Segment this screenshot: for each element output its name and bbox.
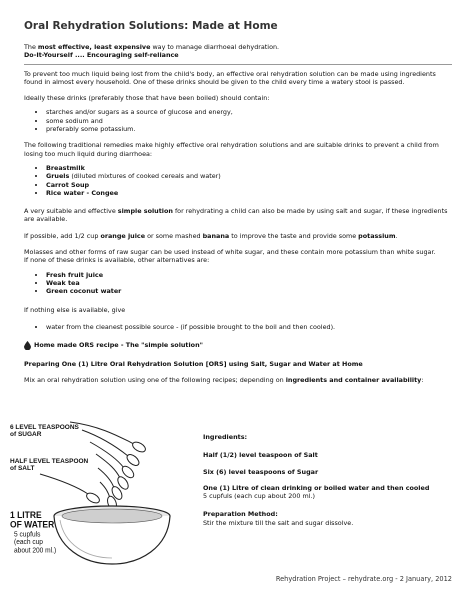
text-bold: banana <box>202 231 230 240</box>
remedy-detail: - Congee <box>84 188 119 197</box>
ors-heading-text: Home made ORS recipe - The "simple solution" <box>34 341 203 350</box>
text-bold: orange juice <box>100 231 146 240</box>
salt-label <box>10 458 88 473</box>
page-title: Oral Rehydration Solutions: Made at Home <box>24 20 278 32</box>
ors-illustration <box>0 408 175 568</box>
ingredient-water-note: 5 cupfuls (each cup about 200 ml.) <box>203 492 315 501</box>
remedy-name: Rice water <box>46 188 85 197</box>
paragraph-remedies: The following traditional remedies make highly effective oral rehydration solutions and are suitable drinks to prevent a child from losing too much liquid during diarrhoea: <box>24 141 439 158</box>
intro-pre: The <box>24 43 38 51</box>
list-item: • water from the cleanest possible source - (if possible brought to the boil and then cooled). <box>46 323 452 331</box>
intro-bold: most effective, least expensive <box>37 43 151 51</box>
prep-heading: Preparing One (1) Litre Oral Rehydration Solution [ORS] using Salt, Sugar and Water at Home <box>24 360 363 369</box>
paragraph-ideally: Ideally these drinks (preferably those that have been boiled) should contain: <box>24 94 270 103</box>
text-bold: simple solution <box>117 207 173 216</box>
salt-spoon <box>40 474 101 505</box>
list-item: • preferably some potassium. <box>46 125 452 133</box>
remedies-list <box>24 164 452 197</box>
text-span: A very suitable and effective <box>24 207 118 216</box>
label-line: 6 LEVEL TEASPOONS <box>10 423 79 431</box>
ingredient-sugar: Six (6) level teaspoons of Sugar <box>203 467 319 476</box>
label-line: 1 LITRE <box>10 509 42 520</box>
method-text: Stir the mixture till the salt and sugar dissolve. <box>203 518 354 527</box>
text-span: . <box>395 231 398 240</box>
list-item <box>46 172 452 180</box>
text-bold: ingredients and container availability <box>285 376 422 385</box>
text-span: to improve the taste and provide some <box>229 231 359 240</box>
remedy-name: Breastmilk <box>46 163 85 172</box>
page-footer: Rehydration Project – rehydrate.org - 2 January, 2012 <box>275 575 452 583</box>
ingredients-heading: Ingredients: <box>203 433 248 441</box>
text-span: : <box>421 376 424 385</box>
list-item: • starches and/or sugars as a source of glucose and energy, <box>46 108 452 116</box>
alternatives-list <box>24 271 452 296</box>
list-item <box>46 271 452 279</box>
paragraph-orange-juice <box>24 232 452 240</box>
cups-label <box>14 531 56 554</box>
list-item <box>46 189 452 197</box>
litre-label <box>10 511 54 530</box>
label-line: about 200 ml.) <box>14 546 57 555</box>
paragraph-simple-solution <box>24 207 452 224</box>
water-list <box>24 323 452 331</box>
water-drop-icon <box>24 341 31 350</box>
intro-post: way to manage diarrhoeal dehydration. <box>150 43 280 51</box>
remedy-name: Carrot Soup <box>46 180 90 189</box>
list-item <box>46 287 452 295</box>
list-item <box>46 164 452 172</box>
sugar-label <box>10 424 79 439</box>
intro-line <box>24 43 452 51</box>
paragraph-molasses: Molasses and other forms of raw sugar can be used instead of white sugar, and these contain more potassium than white sugar. <box>24 248 436 257</box>
label-line: of SUGAR <box>10 431 42 439</box>
remedy-name: Gruels <box>46 172 70 181</box>
text-bold: potassium <box>358 231 396 240</box>
alternative-name: Weak tea <box>46 278 80 287</box>
ingredient-salt: Half (1/2) level teaspoon of Salt <box>203 451 318 460</box>
bowl <box>54 506 170 564</box>
recipe-section <box>0 408 428 568</box>
recipe-instructions <box>203 433 433 527</box>
text-span: or some mashed <box>145 231 203 240</box>
label-line: of SALT <box>10 465 35 473</box>
contain-list <box>24 108 452 133</box>
list-item <box>46 279 452 287</box>
document-page <box>24 20 452 385</box>
paragraph-prevent: To prevent too much liquid being lost from the child's body, an effective oral rehydration solution can be made using ingredients found in almost every household. One of these drinks should be given to the child every time a watery stool is passed. <box>24 69 436 86</box>
alternative-name: Green coconut water <box>46 287 122 296</box>
method-heading: Preparation Method: <box>203 510 278 519</box>
label-line: 5 cupfuls <box>14 531 41 539</box>
label-line: (each cup <box>14 539 43 547</box>
label-line: OF WATER <box>10 518 55 530</box>
text-span: If possible, add 1/2 cup <box>24 231 101 240</box>
paragraph-nothing-else: If nothing else is available, give <box>24 305 126 314</box>
ingredient-water: One (1) Litre of clean drinking or boiled water and then cooled <box>203 483 430 492</box>
paragraph-alternatives: If none of these drinks is available, other alternatives are: <box>24 256 210 265</box>
list-item <box>46 181 452 189</box>
text-span: for rehydrating a child can also be made by using salt and sugar, if these ingredients are available. <box>24 207 448 224</box>
label-line: HALF LEVEL TEASPOON <box>10 457 89 465</box>
alternative-name: Fresh fruit juice <box>46 270 104 279</box>
remedy-detail: (diluted mixtures of cooked cereals and water) <box>69 172 221 181</box>
paragraph-mix <box>24 376 452 384</box>
intro-slogan: Do-It-Yourself .... Encouraging self-reliance <box>24 51 452 64</box>
ors-heading <box>24 341 452 350</box>
text-span: Mix an oral rehydration solution using one of the following recipes; depending on <box>24 376 286 385</box>
list-item: • some sodium and <box>46 117 452 125</box>
